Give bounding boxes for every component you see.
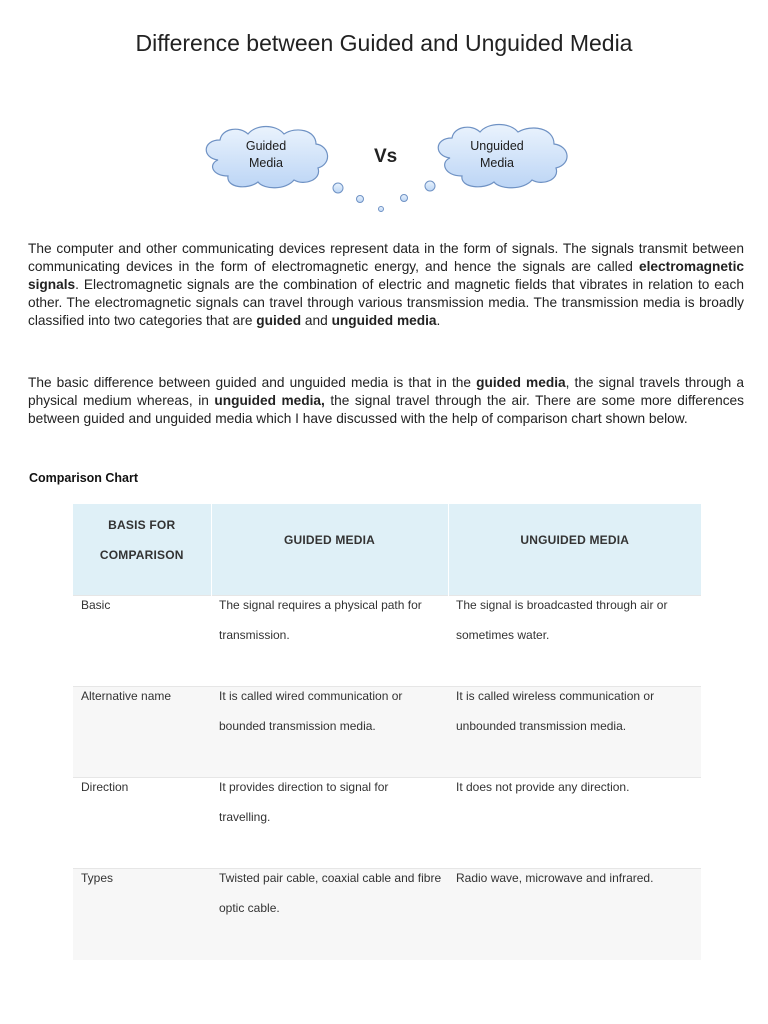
comparison-chart-heading: Comparison Chart	[29, 471, 139, 485]
bold-unguided-media: unguided media	[331, 313, 437, 328]
thought-bubbles	[333, 181, 435, 212]
right-cloud-label: Unguided Media	[470, 139, 524, 170]
bold-guided: guided	[256, 313, 302, 328]
page-title: Difference between Guided and Unguided Media	[135, 30, 633, 56]
cell-basis: Types	[73, 869, 211, 960]
table-row	[73, 869, 701, 960]
cell-unguided: Radio wave, microwave and infrared.	[448, 869, 701, 960]
cell-unguided: The signal is broadcasted through air or sometimes water.	[448, 596, 701, 687]
intro-paragraph-2: The basic difference between guided and unguided media is that in the guided media, the signal travels through a physical medium whereas, in unguided media, the signal travel through the air. There are some more differences between guided and unguided media which I have discussed with the help of comparison chart shown below.	[28, 375, 744, 426]
cell-unguided: It is called wireless communication or unbounded transmission media.	[448, 687, 701, 778]
comparison-table	[73, 504, 701, 960]
cell-guided: It provides direction to signal for travelling.	[211, 778, 448, 869]
cell-basis: Alternative name	[73, 687, 211, 778]
header-unguided: UNGUIDED MEDIA	[448, 504, 701, 596]
cell-guided: It is called wired communication or bounded transmission media.	[211, 687, 448, 778]
guided-vs-unguided-figure	[198, 118, 578, 218]
table-row	[73, 596, 701, 687]
left-cloud-label: Guided Media	[245, 139, 287, 170]
table-row	[73, 778, 701, 869]
header-guided: GUIDED MEDIA	[211, 504, 448, 596]
cell-unguided: It does not provide any direction.	[448, 778, 701, 869]
bold-electromagnetic-signals: electromagnetic signals	[28, 259, 744, 292]
cell-guided: The signal requires a physical path for transmission.	[211, 596, 448, 687]
vs-label: Vs	[374, 146, 398, 167]
header-basis: BASIS FOR COMPARISON	[73, 504, 211, 596]
intro-paragraph-1: The computer and other communicating devices represent data in the form of signals. The signals transmit between communicating devices in the form of electromagnetic energy, and hence the signals are called electromagnetic signals. Electromagnetic signals are the combination of electric and magnetic fields that vibrates in relation to each other. The electromagnetic signals can travel through various transmission media. The transmission media is broadly classified into two categories that are guided and unguided media.	[28, 241, 744, 328]
cell-guided: Twisted pair cable, coaxial cable and fibre optic cable.	[211, 869, 448, 960]
bold-guided-media: guided media	[476, 375, 566, 390]
table-header-row	[73, 504, 701, 596]
cell-basis: Direction	[73, 778, 211, 869]
bold-unguided-media-2: unguided media,	[214, 393, 325, 408]
table-row	[73, 687, 701, 778]
cell-basis: Basic	[73, 596, 211, 687]
